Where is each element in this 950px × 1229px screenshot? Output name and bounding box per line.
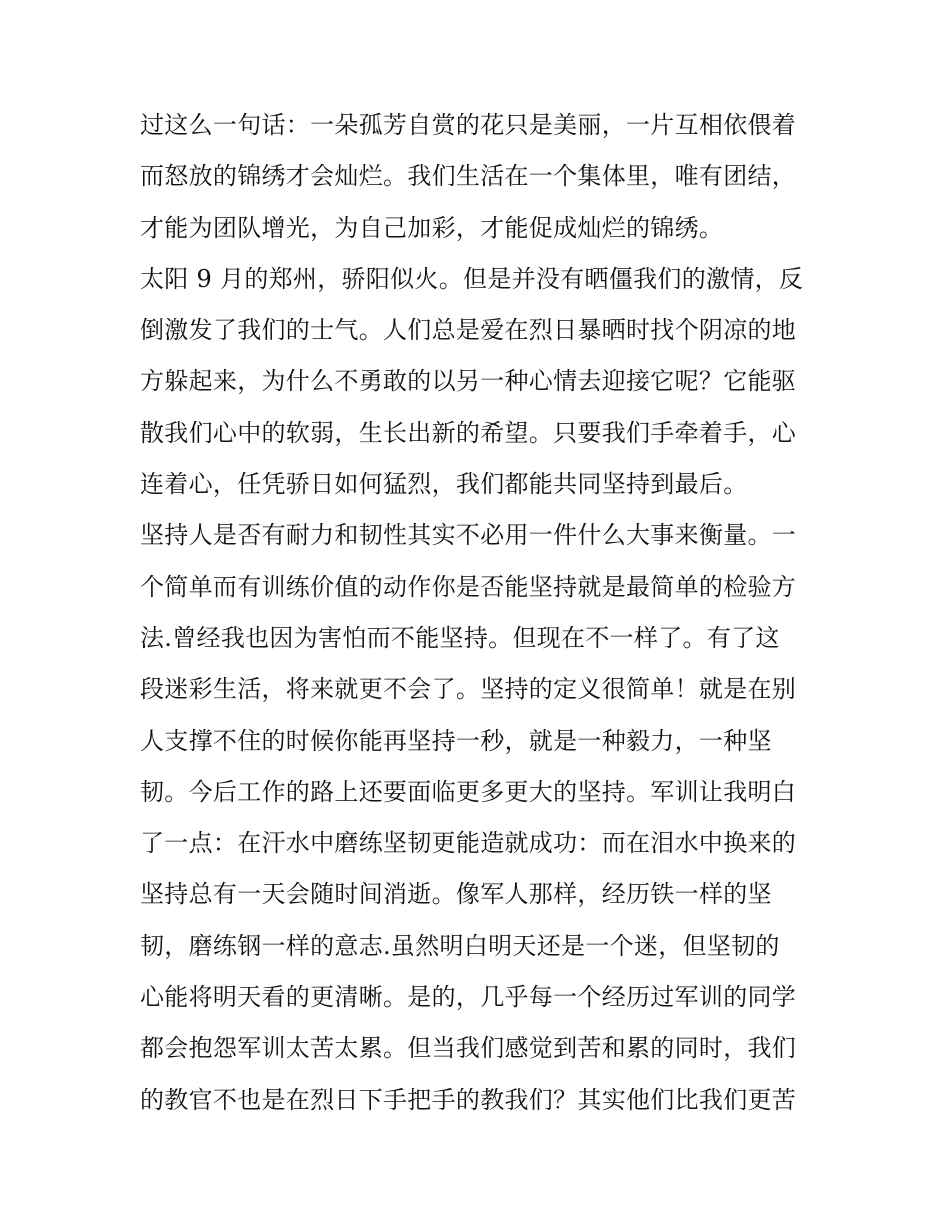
text-line: 心能将明天看的更清晰。是的，几乎每一个经历过军训的同学: [140, 983, 797, 1012]
text-line: 韧，磨练钢一样的意志.虽然明白明天还是一个迷，但坚韧的: [140, 931, 780, 960]
text-line: 才能为团队增光，为自己加彩，才能促成灿烂的锦绣。: [140, 213, 724, 242]
text-line: 坚持总有一天会随时间消逝。像军人那样，经历铁一样的坚: [140, 880, 772, 909]
text-line: 韧。今后工作的路上还要面临更多更大的坚持。军训让我明白: [140, 777, 797, 806]
text-line: 太阳 9 月的郑州，骄阳似火。但是并没有晒僵我们的激情，反: [140, 264, 804, 293]
text-line: 了一点：在汗水中磨练坚韧更能造就成功：而在泪水中换来的: [140, 829, 797, 858]
text-line: 人支撑不住的时候你能再坚持一秒，就是一种毅力，一种坚: [140, 726, 772, 755]
text-line: 散我们心中的软弱，生长出新的希望。只要我们手牵着手，心: [140, 418, 797, 447]
text-line: 而怒放的锦绣才会灿烂。我们生活在一个集体里，唯有团结，: [140, 162, 797, 191]
text-line: 坚持人是否有耐力和韧性其实不必用一件什么大事来衡量。一: [140, 521, 797, 550]
text-line: 方躲起来，为什么不勇敢的以另一种心情去迎接它呢？它能驱: [140, 367, 797, 396]
text-line: 段迷彩生活，将来就更不会了。坚持的定义很简单！就是在别: [140, 675, 797, 704]
body-text: [140, 100, 820, 1126]
text-line: 都会抱怨军训太苦太累。但当我们感觉到苦和累的同时，我们: [140, 1034, 797, 1063]
text-line: 连着心，任凭骄日如何猛烈，我们都能共同坚持到最后。: [140, 470, 748, 499]
text-line: 个简单而有训练价值的动作你是否能坚持就是最简单的检验方: [140, 572, 797, 601]
text-line: 过这么一句话：一朵孤芳自赏的花只是美丽，一片互相依偎着: [140, 111, 797, 139]
text-line: 法.曾经我也因为害怕而不能坚持。但现在不一样了。有了这: [140, 623, 780, 652]
text-line: 倒激发了我们的士气。人们总是爱在烈日暴晒时找个阴凉的地: [140, 316, 797, 345]
text-line: 的教官不也是在烈日下手把手的教我们？其实他们比我们更苦: [140, 1085, 797, 1114]
